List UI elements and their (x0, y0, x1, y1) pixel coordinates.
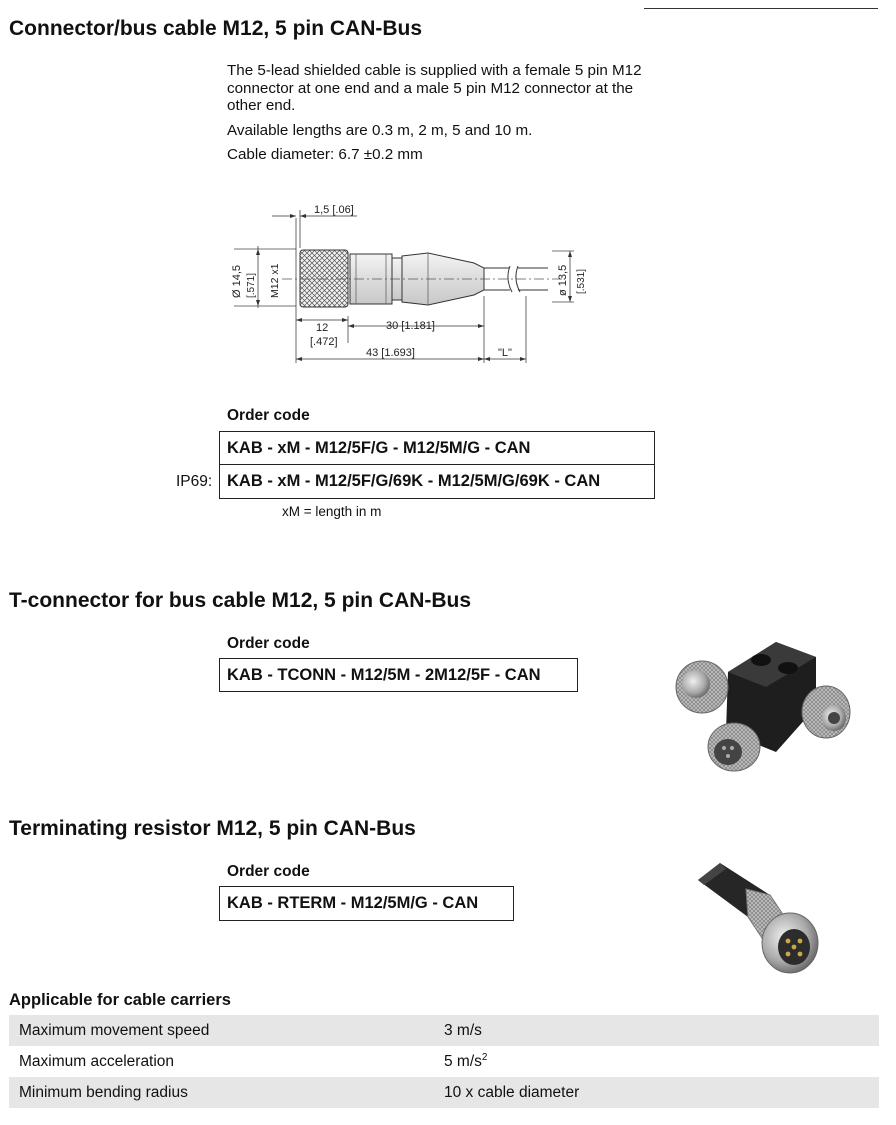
order-code-t-connector: KAB - TCONN - M12/5M - 2M12/5F - CAN (219, 658, 578, 692)
spec-value: 10 x cable diameter (444, 1083, 580, 1101)
spec-label: Maximum acceleration (19, 1052, 175, 1070)
dim-diameter-left-inch: [.571] (246, 272, 257, 298)
bus-cable-description (227, 62, 647, 171)
order-code-standard: KAB - xM - M12/5F/G - M12/5M/G - CAN (219, 431, 655, 465)
description-paragraph: The 5-lead shielded cable is supplied with a female 5 pin M12 connector at one end and a male 5 pin M12 connector at the other end. (227, 62, 642, 114)
dim-12: 12 (316, 322, 329, 334)
section-title-bus-cable: Connector/bus cable M12, 5 pin CAN-Bus (9, 17, 423, 40)
dim-43: 43 [1.693] (366, 347, 415, 359)
t-connector-image (666, 632, 866, 782)
dim-L: "L" (498, 347, 512, 359)
description-paragraph: Available lengths are 0.3 m, 2 m, 5 and 10 m. (227, 121, 533, 139)
section-title-terminating-resistor: Terminating resistor M12, 5 pin CAN-Bus (9, 817, 416, 840)
spec-value: 3 m/s (444, 1021, 482, 1039)
header-rule (644, 8, 878, 9)
dim-thread: M12 x1 (269, 263, 281, 298)
section-title-t-connector: T-connector for bus cable M12, 5 pin CAN-Bus (9, 589, 472, 612)
dim-30: 30 [1.181] (386, 320, 435, 332)
cable-dimension-drawing (222, 198, 622, 370)
dim-top: 1,5 [.06] (314, 204, 354, 216)
spec-value-exponent: 2 (481, 1051, 488, 1063)
specs-table (9, 1015, 879, 1108)
table-row (9, 1046, 879, 1077)
table-row (9, 1015, 879, 1046)
dim-diameter-right: ø 13,5 (557, 264, 569, 296)
dim-diameter-right-inch: [.531] (576, 268, 587, 294)
table-row (9, 1077, 879, 1108)
terminating-resistor-image (690, 855, 830, 975)
spec-value: 5 m/s (444, 1053, 482, 1071)
dim-12-inch: [.472] (310, 336, 338, 348)
spec-label: Minimum bending radius (19, 1083, 188, 1101)
order-code-label: Order code (227, 407, 310, 424)
spec-value-cell (444, 1052, 879, 1071)
order-code-terminating-resistor: KAB - RTERM - M12/5M/G - CAN (219, 886, 514, 921)
ip69-label: IP69: (176, 473, 213, 490)
order-code-ip69: KAB - xM - M12/5F/G/69K - M12/5M/G/69K - CAN (219, 464, 655, 499)
spec-label: Maximum movement speed (19, 1021, 210, 1039)
length-note: xM = length in m (282, 504, 382, 519)
specs-title: Applicable for cable carriers (9, 991, 231, 1009)
order-code-label: Order code (227, 635, 310, 652)
order-code-label: Order code (227, 863, 310, 880)
dim-diameter-left: Ø 14,5 (231, 264, 243, 298)
description-paragraph: Cable diameter: 6.7 ±0.2 mm (227, 146, 423, 163)
